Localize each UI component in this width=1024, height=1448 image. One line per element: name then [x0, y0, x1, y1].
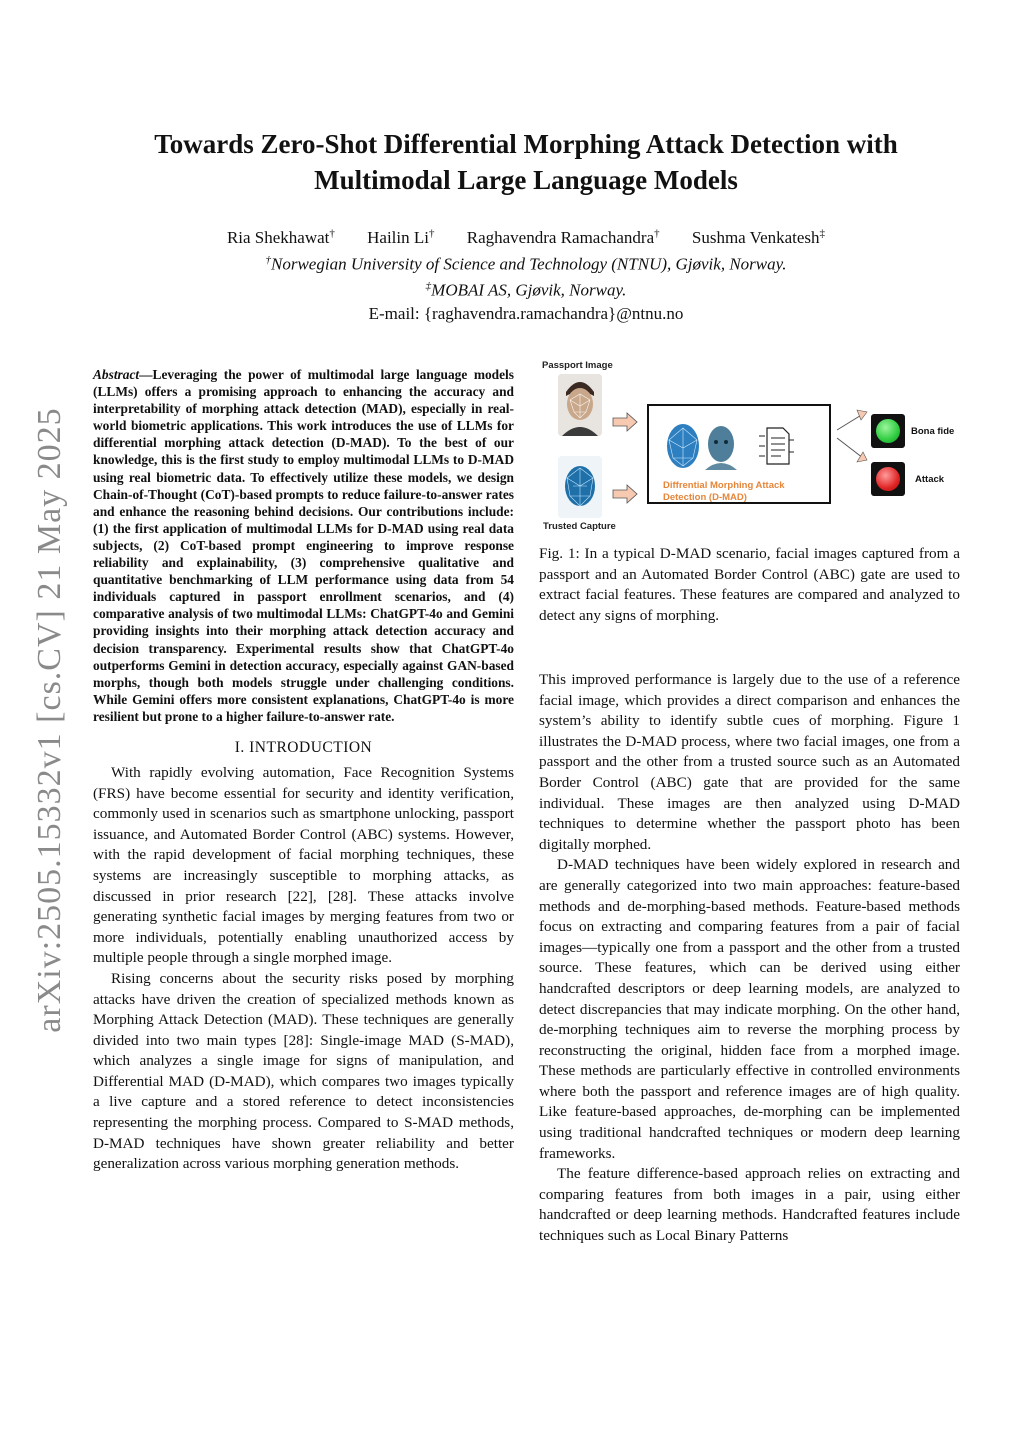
paragraph: The feature difference-based approach relies on extracting and comparing features from both images in a pair, using either handcrafted or deep learning methods. Handcrafted features include techniques such as Local Binary Patterns	[539, 1165, 960, 1245]
title-line-2: Multimodal Large Language Models	[314, 165, 738, 195]
affiliation-1: †Norwegian University of Science and Technology (NTNU), Gjøvik, Norway.	[265, 253, 787, 274]
arrow-right-icon	[612, 412, 638, 432]
author: Sushma Venkatesh‡	[691, 227, 826, 247]
paragraph: D-MAD techniques have been widely explored in research and are generally categorized into two main approaches: feature-based methods and de-morphing-based methods. Feature-based methods focus on extracting and comparing features from a pair of facial images—typically one from a passport and the other from a trusted source. These features, which can be derived using either handcrafted descriptors or deep learning models, are analyzed to detect discrepancies that may indicate morphing. On the other hand, de-morphing techniques aim to reverse the morphing process by reconstructing the original, hidden face from a morphed image. These methods are particularly effective in controlled environments where both the passport and reference images are of high quality. Like feature-based approaches, de-morphing can be implemented using traditional handcrafted techniques or modern deep learning frameworks.	[539, 856, 960, 1162]
trusted-capture-face-image	[558, 456, 602, 518]
dmad-process-box	[647, 404, 831, 504]
output-arrows	[835, 404, 875, 464]
abstract-text: Leveraging the power of multimodal large language models (LLMs) offers a promising approach to enhancing the accuracy and interpretability of morphing attack detection (MAD), especially in real-world biometric applications. This work introduces the use of LLMs for differential morphing attack detection (D-MAD). To the best of our knowledge, this is the first study to employ multimodal LLMs to D-MAD using real biometric data. To effectively utilize these models, we design Chain-of-Thought (CoT)-based prompts to reduce failure-to-answer rates and enhance the reasoning behind decisions. Our contributions include: (1) the first application of multimodal LLMs for D-MAD using real data subjects, (2) CoT-based prompt engineering to improve response reliability and explainability, (3) comprehensive qualitative and quantitative benchmarking of LLM performance using data from 54 individuals captured in passport enrollment scenarios, and (4) comparative analysis of two multimodal LLMs: ChatGPT-4o and Gemini providing insights into their morphing attack detection accuracy and decision transparency. Experimental results show that ChatGPT-4o outperforms Gemini in detection accuracy, especially against GAN-based morphs, though both models struggle under challenging conditions. While Gemini offers more consistent explanations, ChatGPT-4o is more resilient but prone to a higher failure-to-answer rate.	[93, 367, 514, 724]
bona-fide-signal	[871, 414, 905, 448]
bona-fide-label: Bona fide	[911, 426, 955, 437]
passport-image-label: Passport Image	[542, 360, 613, 371]
affiliation-2: ‡MOBAI AS, Gjøvik, Norway.	[425, 280, 627, 300]
right-column-body	[539, 670, 960, 1247]
abstract-label: Abstract	[93, 367, 140, 382]
author: Hailin Li†	[367, 227, 435, 247]
arxiv-id: arXiv:2505.15332v1 [cs.CV] 21 May 2025	[31, 407, 68, 1033]
figure-1	[539, 356, 969, 536]
author: Raghavendra Ramachandra†	[466, 227, 660, 247]
paragraph: Rising concerns about the security risks posed by morphing attacks have driven the creation of specialized methods known as Morphing Attack Detection (MAD). These techniques are generally divided into two main types [28]: Single-image MAD (S-MAD), which analyzes a single image for signs of manipulation, and Differential MAD (D-MAD), which compares two images typically a live capture and a stored reference to detect inconsistencies representing the morphing process. Compared to S-MAD methods, D-MAD techniques have shown greater reliability and better generalization across various morphing generation methods.	[93, 969, 514, 1173]
document-analysis-icon	[757, 426, 795, 466]
author-list	[90, 222, 962, 249]
left-column	[93, 366, 514, 1175]
trusted-capture-label: Trusted Capture	[543, 521, 616, 532]
paper-title	[90, 126, 962, 198]
dmad-label: Diffrential Morphing Attack Detection (D-MAD)	[663, 480, 785, 503]
abstract: Abstract—Leveraging the power of multimodal large language models (LLMs) offers a promising approach to enhancing the accuracy and interpretability of morphing attack detection (MAD), especially in real-world biometric applications. This work introduces the use of LLMs for differential morphing attack detection (D-MAD). To the best of our knowledge, this is the first study to employ multimodal LLMs to D-MAD using real biometric data. To effectively utilize these models, we design Chain-of-Thought (CoT)-based prompts to reduce failure-to-answer rates and enhance the reasoning behind decisions. Our contributions include: (1) the first application of multimodal LLMs for D-MAD using real data subjects, (2) CoT-based prompt engineering to improve response reliability and explainability, (3) comprehensive qualitative and quantitative benchmarking of LLM performance using data from 54 individuals captured in passport enrollment scenarios, and (4) comparative analysis of two multimodal LLMs: ChatGPT-4o and Gemini providing insights into their morphing attack detection accuracy and decision transparency. Experimental results show that ChatGPT-4o outperforms Gemini in detection accuracy, especially against GAN-based morphs, though both models struggle under challenging conditions. While Gemini offers more consistent explanations, ChatGPT-4o is more resilient but prone to a higher failure-to-answer rate.	[93, 367, 514, 724]
figure-1-caption: Fig. 1: In a typical D-MAD scenario, facial images captured from a passport and an Automated Border Control (ABC) gate are used to extract facial features. These features are compared and analyzed to detect any signs of morphing.	[539, 545, 960, 624]
passport-face-image	[558, 374, 602, 436]
contact-email: E-mail: {raghavendra.ramachandra}@ntnu.no	[368, 303, 684, 323]
attack-signal	[871, 462, 905, 496]
title-line-1: Towards Zero-Shot Differential Morphing Attack Detection with	[154, 129, 898, 159]
attack-label: Attack	[915, 474, 945, 485]
arxiv-stamp	[28, 407, 72, 1033]
author-block	[90, 222, 962, 325]
introduction-body	[93, 763, 514, 1175]
paragraph: With rapidly evolving automation, Face Recognition Systems (FRS) have become essential for security and identity verification, commonly used in scenarios such as smartphone unlocking, passport issuance, and Automated Border Control (ABC) systems. However, with the rapid development of facial morphing techniques, these systems are increasingly susceptible to morphing attacks, as discussed in prior research [22], [28]. These attacks involve generating synthetic facial images by merging features from two or more individuals, potentially enabling unauthorized access by multiple people through a single morphed image.	[93, 763, 514, 967]
mesh-face-icon	[665, 422, 701, 470]
author: Ria Shekhawat†	[226, 227, 335, 247]
paragraph: This improved performance is largely due to the use of a reference facial image, which provides a direct comparison and enhances the system’s ability to identify subtle cues of morphing. Figure 1 illustrates the D-MAD process, where two facial images, one from a passport and the other from a trusted source such as an Automated Border Control (ABC) gate that are provided for the same individual. These images are then analyzed using D-MAD techniques to determine whether the passport photo has been digitally morphed.	[539, 671, 960, 853]
face-silhouette-icon	[703, 422, 739, 470]
arrow-right-icon	[612, 484, 638, 504]
section-heading-introduction: I. INTRODUCTION	[234, 738, 373, 756]
